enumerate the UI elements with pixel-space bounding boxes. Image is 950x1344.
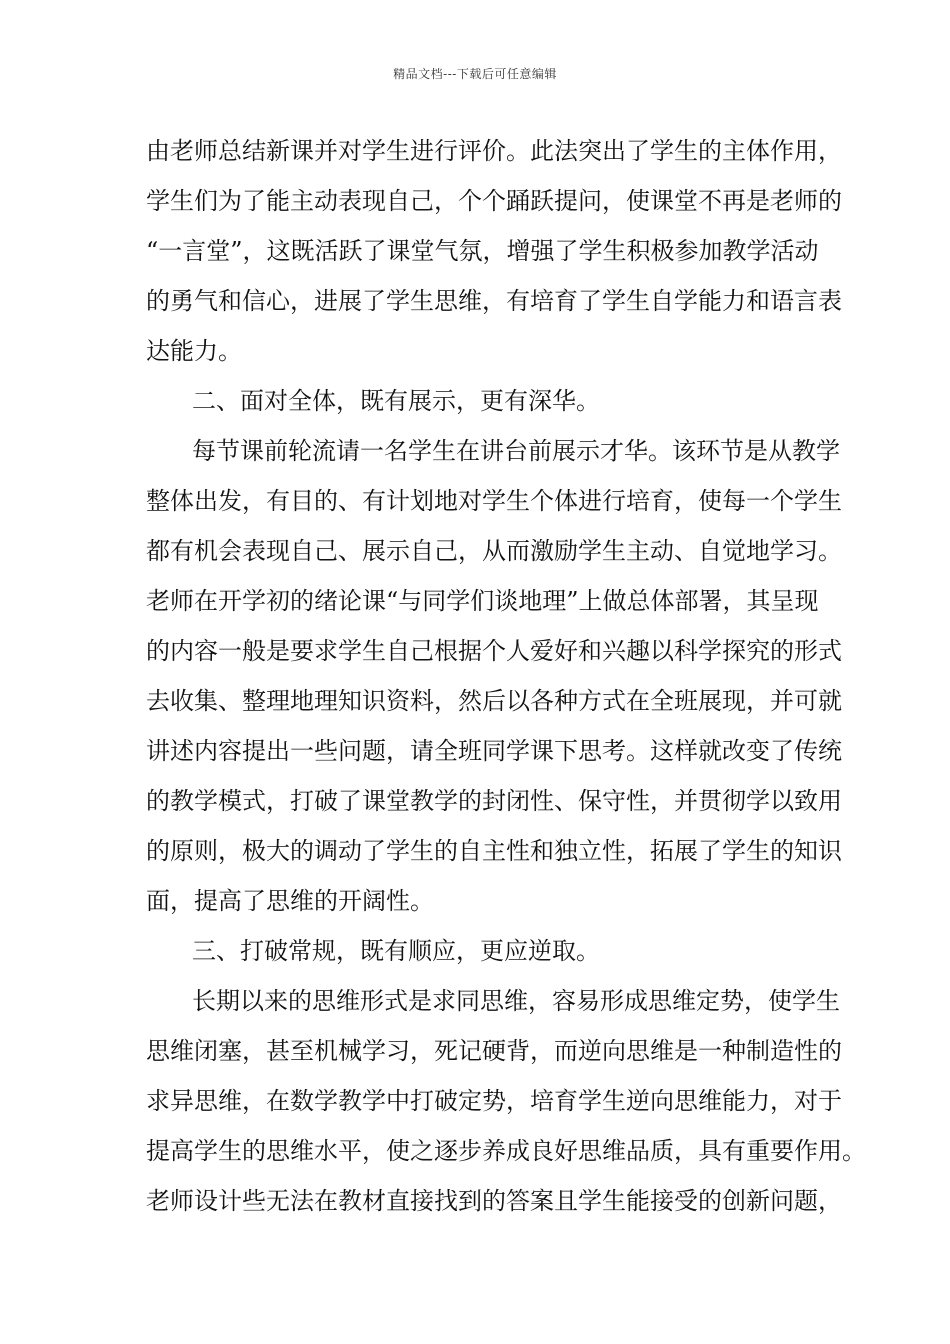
section-heading-2: 二、面对全体，既有展示，更有深华。 <box>192 387 600 415</box>
text-line: 的教学模式，打破了课堂教学的封闭性、保守性，并贯彻学以致用 <box>146 787 842 815</box>
text-line: 每节课前轮流请一名学生在讲台前展示才华。该环节是从教学 <box>192 437 840 465</box>
text-line: “一言堂”，这既活跃了课堂气氛，增强了学生积极参加教学活动 <box>146 237 819 265</box>
text-line: 的原则，极大的调动了学生的自主性和独立性，拓展了学生的知识 <box>146 837 842 865</box>
text-line: 老师设计些无法在教材直接找到的答案且学生能接受的创新问题， <box>146 1187 842 1215</box>
text-line: 提高学生的思维水平，使之逐步养成良好思维品质，具有重要作用。 <box>146 1137 866 1165</box>
text-line: 讲述内容提出一些问题，请全班同学课下思考。这样就改变了传统 <box>146 737 842 765</box>
text-line: 去收集、整理地理知识资料，然后以各种方式在全班展现，并可就 <box>146 687 842 715</box>
text-line: 达能力。 <box>146 337 242 365</box>
text-line: 思维闭塞，甚至机械学习，死记硬背，而逆向思维是一种制造性的 <box>146 1037 842 1065</box>
text-line: 由老师总结新课并对学生进行评价。此法突出了学生的主体作用， <box>146 137 842 165</box>
text-line: 的勇气和信心，进展了学生思维，有培育了学生自学能力和语言表 <box>146 287 842 315</box>
text-line: 整体出发，有目的、有计划地对学生个体进行培育，使每一个学生 <box>146 487 842 515</box>
text-line: 学生们为了能主动表现自己，个个踊跃提问，使课堂不再是老师的 <box>146 187 842 215</box>
text-line: 长期以来的思维形式是求同思维，容易形成思维定势，使学生 <box>192 987 840 1015</box>
page-header: 精品文档---下载后可任意编辑 <box>393 67 557 81</box>
text-line: 老师在开学初的绪论课“与同学们谈地理”上做总体部署，其呈现 <box>146 587 819 615</box>
section-heading-3: 三、打破常规，既有顺应，更应逆取。 <box>192 937 600 965</box>
text-line: 求异思维，在数学教学中打破定势，培育学生逆向思维能力，对于 <box>146 1087 842 1115</box>
text-line: 的内容一般是要求学生自己根据个人爱好和兴趣以科学探究的形式 <box>146 637 842 665</box>
document-body <box>146 126 866 1226</box>
text-line: 都有机会表现自己、展示自己，从而激励学生主动、自觉地学习。 <box>146 537 842 565</box>
text-line: 面，提高了思维的开阔性。 <box>146 887 434 915</box>
